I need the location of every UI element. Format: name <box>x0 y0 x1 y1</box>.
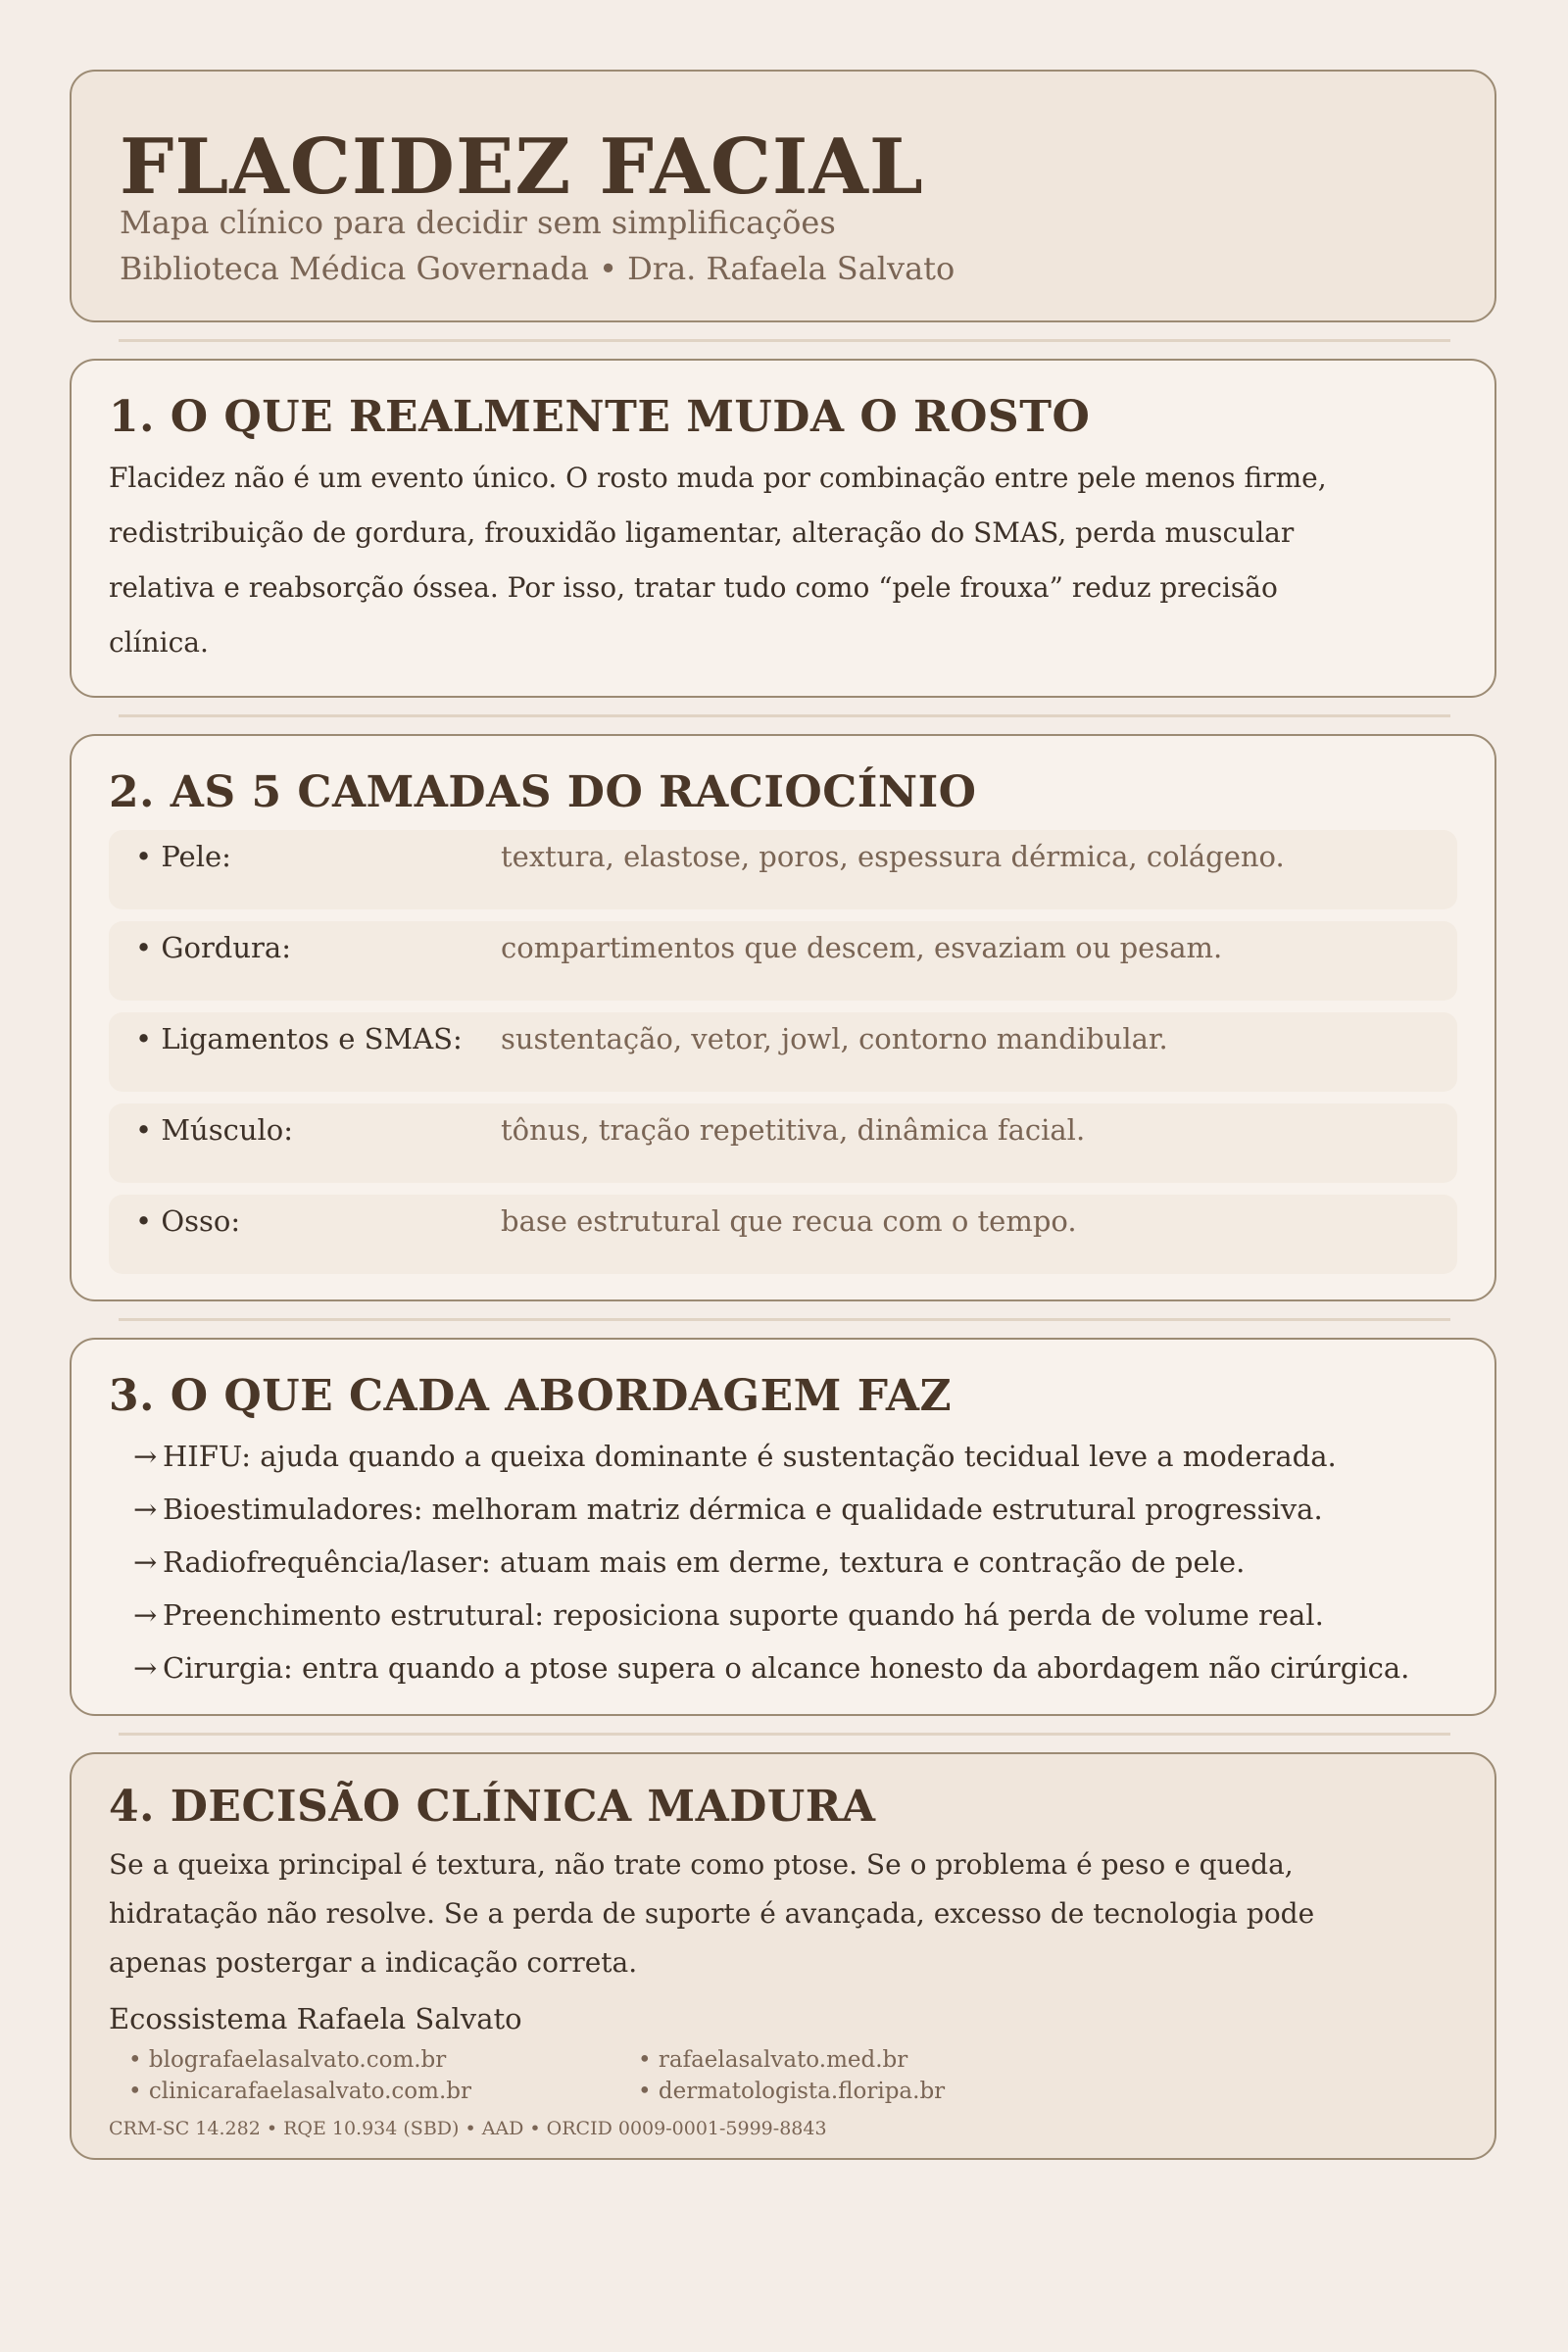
header-card <box>70 70 1496 322</box>
credentials-footer: CRM-SC 14.282 • RQE 10.934 (SBD) • AAD • ORCID 0009-0001-5999-8843 <box>109 2118 827 2139</box>
layer-value: sustentação, vetor, jowl, contorno mandibular. <box>501 1022 1168 1055</box>
section-heading: 2. AS 5 CAMADAS DO RACIOCÍNIO <box>109 767 977 817</box>
section-heading: 4. DECISÃO CLÍNICA MADURA <box>109 1782 876 1832</box>
layer-row-bone <box>109 1195 1457 1274</box>
layer-value: compartimentos que descem, esvaziam ou pesam. <box>501 931 1223 964</box>
approach-text: Radiofrequência/laser: atuam mais em derme, textura e contração de pele. <box>163 1545 1246 1579</box>
layer-label: • Osso: <box>135 1204 241 1238</box>
layer-label: • Gordura: <box>135 931 291 964</box>
ecosystem-title: Ecossistema Rafaela Salvato <box>109 2002 522 2035</box>
arrow-right-icon: → <box>133 1545 158 1579</box>
link-site[interactable]: • rafaelasalvato.med.br <box>638 2047 908 2073</box>
section-five-layers <box>70 734 1496 1301</box>
divider <box>119 714 1450 717</box>
section-what-changes <box>70 359 1496 698</box>
divider <box>119 1733 1450 1736</box>
link-clinic[interactable]: • clinicarafaelasalvato.com.br <box>128 2079 471 2104</box>
link-dermatologist[interactable]: • dermatologista.floripa.br <box>638 2079 946 2104</box>
arrow-right-icon: → <box>133 1651 158 1685</box>
link-blog[interactable]: • blografaelasalvato.com.br <box>128 2047 447 2073</box>
layer-row-ligaments <box>109 1012 1457 1092</box>
layer-value: tônus, tração repetitiva, dinâmica facial. <box>501 1113 1086 1147</box>
layer-row-skin <box>109 830 1457 909</box>
approach-item <box>109 1436 1437 1477</box>
page-subtitle: Mapa clínico para decidir sem simplificações <box>120 204 836 241</box>
layer-row-muscle <box>109 1103 1457 1183</box>
page-title: FLACIDEZ FACIAL <box>120 122 924 212</box>
section-body: Se a queixa principal é textura, não trate como ptose. Se o problema é peso e queda, hidratação não resolve. Se a perda de suporte é avançada, excesso de tecnologia pode apenas postergar a indicação correta. <box>109 1848 1315 1979</box>
arrow-right-icon: → <box>133 1598 158 1632</box>
page-byline: Biblioteca Médica Governada • Dra. Rafaela Salvato <box>120 250 956 287</box>
approach-item <box>109 1594 1437 1636</box>
approach-item <box>109 1489 1437 1530</box>
section-body: Flacidez não é um evento único. O rosto muda por combinação entre pele menos firme, redistribuição de gordura, frouxidão ligamentar, alteração do SMAS, perda muscular relativa e reabsorção óssea. Por isso, tratar tudo como “pele frouxa” reduz precisão clínica. <box>109 462 1327 659</box>
approach-text: Bioestimuladores: melhoram matriz dérmica e qualidade estrutural progressiva. <box>163 1493 1323 1526</box>
ecosystem-links <box>109 2044 1457 2107</box>
section-heading: 3. O QUE CADA ABORDAGEM FAZ <box>109 1371 953 1421</box>
layer-label: • Músculo: <box>135 1113 294 1147</box>
approach-text: Cirurgia: entra quando a ptose supera o alcance honesto da abordagem não cirúrgica. <box>163 1651 1410 1685</box>
section-approaches <box>70 1338 1496 1716</box>
approach-text: Preenchimento estrutural: reposiciona suporte quando há perda de volume real. <box>163 1598 1324 1632</box>
layer-value: base estrutural que recua com o tempo. <box>501 1204 1077 1238</box>
layer-label: • Ligamentos e SMAS: <box>135 1022 463 1055</box>
layer-value: textura, elastose, poros, espessura dérmica, colágeno. <box>501 840 1285 873</box>
approach-text: HIFU: ajuda quando a queixa dominante é sustentação tecidual leve a moderada. <box>163 1440 1337 1473</box>
approach-item <box>109 1542 1437 1583</box>
section-clinical-decision <box>70 1752 1496 2160</box>
arrow-right-icon: → <box>133 1440 158 1473</box>
approach-item <box>109 1647 1437 1689</box>
layer-row-fat <box>109 921 1457 1001</box>
section-heading: 1. O QUE REALMENTE MUDA O ROSTO <box>109 392 1091 442</box>
divider <box>119 1318 1450 1321</box>
layer-label: • Pele: <box>135 840 231 873</box>
divider <box>119 339 1450 342</box>
arrow-right-icon: → <box>133 1493 158 1526</box>
